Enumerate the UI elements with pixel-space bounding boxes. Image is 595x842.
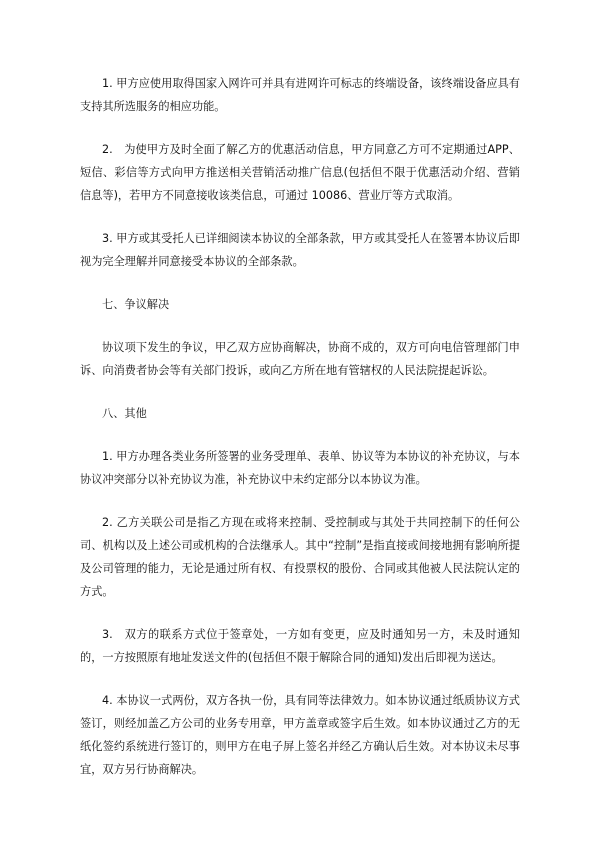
- clause-full-understanding: 3. 甲方或其受托人已详细阅读本协议的全部条款，甲方或其受托人在签署本协议后即视为完全理解并同意接受本协议的全部条款。: [80, 232, 520, 268]
- clause-supplementary-agreements: 1. 甲方办理各类业务所签署的业务受理单、表单、协议等为本协议的补充协议，与本协议冲突部分以补充协议为准，补充协议中未约定部分以本协议为准。: [80, 450, 520, 486]
- section-heading-dispute: 七、争议解决: [102, 298, 170, 311]
- section-heading-other: 八、其他: [102, 407, 147, 420]
- clause-terminal-equipment: 1. 甲方应使用取得国家入网许可并具有进网许可标志的终端设备，该终端设备应具有支持其所选服务的相应功能。: [80, 77, 520, 113]
- clause-affiliated-companies: 2. 乙方关联公司是指乙方现在或将来控制、受控制或与其处于共同控制下的任何公司、机构以及上述公司或机构的合法继承人。其中“控制”是指直接或间接地拥有影响所提及公司管理的能力，无论是通过所有权、有投票权的股份、合同或其他被人民法院认定的方式。: [80, 516, 520, 598]
- clause-contact-information: 3. 双方的联系方式位于签章处，一方如有变更，应及时通知另一方，未及时通知的，一方按照原有地址发送文件的(包括但不限于解除合同的通知)发出后即视为送达。: [80, 628, 520, 664]
- clause-copies-and-effect: 4. 本协议一式两份，双方各执一份，具有同等法律效力。如本协议通过纸质协议方式签订，则经加盖乙方公司的业务专用章，甲方盖章或签字后生效。如本协议通过乙方的无纸化签约系统进行签订的，则甲方在电子屏上签名并经乙方确认后生效。对本协议未尽事宜，双方另行协商解决。: [80, 694, 520, 776]
- document-body: [80, 72, 520, 801]
- clause-dispute-resolution: 协议项下发生的争议，甲乙双方应协商解决，协商不成的，双方可向电信管理部门申诉、向消费者协会等有关部门投诉，或向乙方所在地有管辖权的人民法院提起诉讼。: [80, 341, 520, 377]
- clause-marketing-info: 2. 为使甲方及时全面了解乙方的优惠活动信息，甲方同意乙方可不定期通过APP、短信、彩信等方式向甲方推送相关营销活动推广信息(包括但不限于优惠活动介绍、营销信息等)，若甲方不同意接收该类信息，可通过 10086、营业厅等方式取消。: [80, 143, 520, 202]
